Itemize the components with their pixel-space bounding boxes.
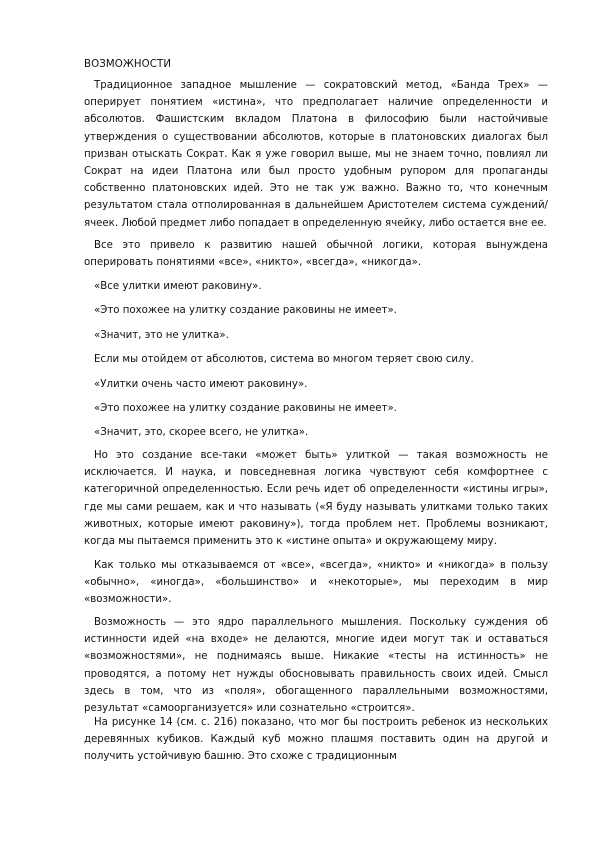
paragraph-11: Как только мы отказываемся от «все», «всегда», «никто» и «никогда» в пользу «обычно», «иногда», «большинство» и «некоторые», мы переходим в мир «возможности». xyxy=(84,560,548,606)
paragraph-9: «Значит, это, скорее всего, не улитка». xyxy=(94,427,309,438)
page-title: ВОЗМОЖНОСТИ xyxy=(84,59,172,70)
paragraph-6: Если мы отойдем от абсолютов, система во многом теряет свою силу. xyxy=(94,354,474,365)
paragraph-13: На рисунке 14 (см. с. 216) показано, что мог бы построить ребенок из нескольких деревянных кубиков. Каждый куб можно плашмя поставить один на другой и получить устойчивую башню. Это схоже с традиционным xyxy=(84,717,548,763)
paragraph-5: «Значит, это не улитка». xyxy=(94,330,229,341)
paragraph-4: «Это похожее на улитку создание раковины не имеет». xyxy=(94,305,397,316)
paragraph-3: «Все улитки имеют раковину». xyxy=(94,281,262,292)
paragraph-1: Традиционное западное мышление — сократовский метод, «Банда Трех» — оперирует понятием «истина», что предполагает наличие определенности и абсолютов. Фашистским вкладом Платона в философию были настойчивые утверждения о существовании абсолютов, которые в платоновских диалогах был призван отыскать Сократ. Как я уже говорил выше, мы не знаем точно, повлиял ли Сократ на идеи Платона или был просто удобным рупором для пропаганды собственно платоновских идей. Это не так уж важно. Важно то, что конечным результатом стала отполированная в дальнейшем Аристотелем система суждений/ ячеек. Любой предмет либо попадает в определенную ячейку, либо остается вне ее. xyxy=(84,80,548,229)
paragraph-8: «Это похожее на улитку создание раковины не имеет». xyxy=(94,403,397,414)
paragraph-12: Возможность — это ядро параллельного мышления. Поскольку суждения об истинности идей «на входе» не делаются, многие идеи могут так и оставаться «возможностями», не поднимаясь выше. Никакие «тесты на истинность» не проводятся, а потому нет нужды обосновывать правильность своих идей. Смысл здесь в том, что из «поля», обогащенного параллельными возможностями, результат «самоорганизуется» или сознательно «строится». xyxy=(84,617,548,715)
paragraph-10: Но это создание все-таки «может быть» улиткой — такая возможность не исключается. И наука, и повседневная логика чувствуют себя комфортнее с категоричной определенностью. Если речь идет об определенности «истины игры», где мы сами решаем, как и что называть («Я буду называть улитками только таких животных, которые имеют раковину»), тогда проблем нет. Проблемы возникают, когда мы пытаемся применить это к «истине опыта» и окружающему миру. xyxy=(84,450,548,548)
paragraph-2: Все это привело к развитию нашей обычной логики, которая вынуждена оперировать понятиями «все», «никто», «всегда», «никогда». xyxy=(84,240,548,269)
paragraph-7: «Улитки очень часто имеют раковину». xyxy=(94,379,308,390)
